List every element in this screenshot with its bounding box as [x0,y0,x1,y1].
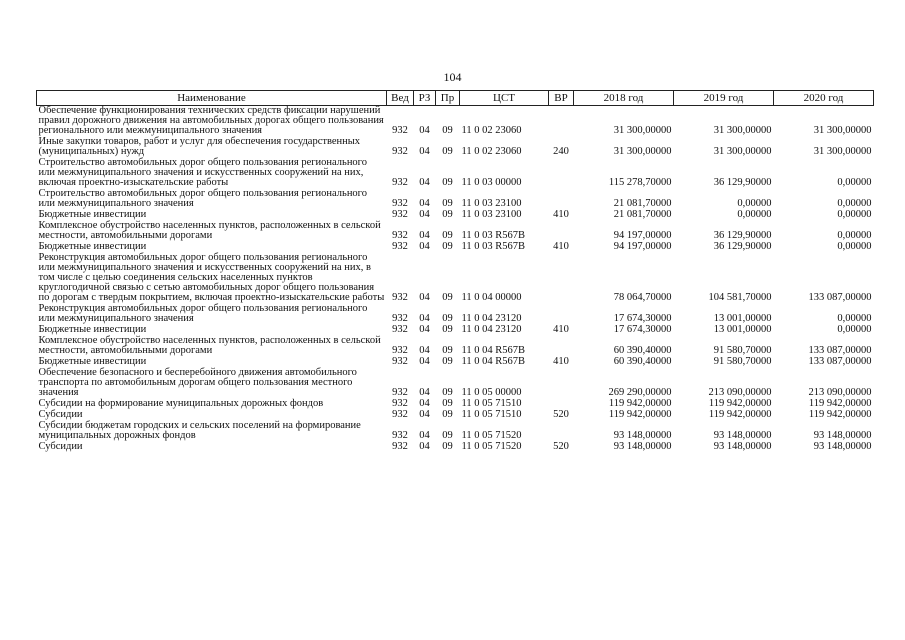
cell-2020: 0,00000 [837,177,872,188]
cell-cst: 11 0 03 23100 [461,209,522,220]
cell-rz: 04 [419,209,430,220]
cell-name: Строительство автомобильных дорог общего пользования регионального или межмуниципального значения [38,188,367,209]
cell-pr: 09 [442,324,453,335]
cell-name: Бюджетные инвестиции [38,356,147,367]
cell-vr: 240 [553,146,569,157]
cell-pr: 09 [442,430,453,441]
cell-rz: 04 [419,398,430,409]
cell-2020: 0,00000 [837,230,872,241]
cell-ved: 932 [392,241,408,252]
cell-name: Реконструкция автомобильных дорог общего пользования регионального или межмуниципального значения и искусственных сооружений на них, в том числе с целью соединения сельских населенных пунктов круглогодичной связью с сетью автомобильных дорог общего пользования по дорогам с твердым покрытием, включая проектно-изыскательские работы [38,252,385,303]
cell-ved: 932 [392,398,408,409]
cell-pr: 09 [442,292,453,303]
cell-2019: 36 129,90000 [713,230,772,241]
cell-cst: 11 0 04 00000 [461,292,522,303]
table-row [37,189,874,210]
cell-pr: 09 [442,198,453,209]
cell-pr: 09 [442,313,453,324]
cell-2019: 13 001,00000 [713,313,772,324]
cell-vr [549,336,574,357]
cell-name: Обеспечение безопасного и бесперебойного движения автомобильного транспорта по автомобильным дорогам общего пользования местного значения [38,367,357,398]
cell-name: Субсидии на формирование муниципальных дорожных фондов [38,398,324,409]
cell-ved: 932 [392,430,408,441]
cell-name: Субсидии [38,409,83,420]
cell-ved: 932 [392,324,408,335]
cell-2020: 133 087,00000 [808,345,872,356]
cell-ved: 932 [392,292,408,303]
cell-2018: 78 064,70000 [613,292,672,303]
cell-2019: 91 580,70000 [713,356,772,367]
cell-2019: 31 300,00000 [713,146,772,157]
cell-ved: 932 [392,441,408,452]
cell-ved: 932 [392,198,408,209]
cell-vr [549,158,574,189]
table-row [37,421,874,442]
cell-2020: 119 942,00000 [808,398,872,409]
cell-cst: 11 0 04 23120 [461,324,522,335]
cell-2020: 119 942,00000 [808,409,872,420]
cell-vr [549,189,574,210]
cell-vr: 410 [553,209,569,220]
cell-2020: 0,00000 [837,209,872,220]
cell-cst: 11 0 03 00000 [461,177,522,188]
cell-vr [549,253,574,304]
cell-cst: 11 0 03 23100 [461,198,522,209]
cell-vr [549,221,574,242]
cell-pr: 09 [442,125,453,136]
cell-2020: 0,00000 [837,241,872,252]
budget-table [36,90,874,453]
cell-name: Субсидии [38,441,83,452]
cell-2019: 91 580,70000 [713,345,772,356]
cell-2018: 269 290,00000 [608,387,672,398]
cell-2019: 31 300,00000 [713,125,772,136]
cell-pr: 09 [442,387,453,398]
cell-2018: 31 300,00000 [613,146,672,157]
cell-rz: 04 [419,230,430,241]
cell-name: Бюджетные инвестиции [38,209,147,220]
cell-2018: 119 942,00000 [608,398,672,409]
cell-2018: 93 148,00000 [613,441,672,452]
header-name: Наименование [37,91,387,106]
cell-pr: 09 [442,146,453,157]
cell-2018: 60 390,40000 [613,356,672,367]
table-row [37,106,874,138]
cell-name: Обеспечение функционирования технических средств фиксации нарушений правил дорожного движения на автомобильных дорогах общего пользования регионального или межмуниципального значения [38,105,384,136]
table-row [37,253,874,304]
cell-pr: 09 [442,398,453,409]
cell-2018: 119 942,00000 [608,409,672,420]
cell-rz: 04 [419,177,430,188]
cell-pr: 09 [442,345,453,356]
table-row [37,304,874,325]
cell-vr [549,106,574,138]
table-header-row [37,91,874,106]
header-vr: ВР [549,91,574,106]
cell-cst: 11 0 02 23060 [461,146,522,157]
cell-2018: 21 081,70000 [613,198,672,209]
cell-2018: 94 197,00000 [613,230,672,241]
table-row [37,158,874,189]
cell-name: Строительство автомобильных дорог общего пользования регионального или межмуниципального значения и искусственных сооружений на них, включая проектно-изыскательские работы [38,157,367,188]
cell-pr: 09 [442,409,453,420]
table-body [37,106,874,454]
cell-vr: 520 [553,441,569,452]
header-pr: Пр [436,91,460,106]
cell-2019: 36 129,90000 [713,241,772,252]
cell-2020: 0,00000 [837,198,872,209]
cell-cst: 11 0 05 71520 [461,430,522,441]
cell-pr: 09 [442,230,453,241]
cell-2018: 60 390,40000 [613,345,672,356]
header-cst: ЦСТ [460,91,549,106]
cell-rz: 04 [419,198,430,209]
table-row [37,137,874,158]
cell-rz: 04 [419,387,430,398]
cell-cst: 11 0 04 23120 [461,313,522,324]
cell-ved: 932 [392,409,408,420]
cell-rz: 04 [419,125,430,136]
cell-name: Комплексное обустройство населенных пунктов, расположенных в сельской местности, автомобильными дорогами [38,335,381,356]
cell-vr: 410 [553,324,569,335]
cell-cst: 11 0 05 00000 [461,387,522,398]
cell-2019: 93 148,00000 [713,430,772,441]
cell-vr [549,421,574,442]
cell-pr: 09 [442,177,453,188]
header-2018: 2018 год [574,91,674,106]
cell-2018: 115 278,70000 [608,177,672,188]
cell-cst: 11 0 04 R567B [461,345,525,356]
cell-cst: 11 0 05 71510 [461,409,522,420]
cell-2018: 31 300,00000 [613,125,672,136]
cell-ved: 932 [392,177,408,188]
table-row [37,336,874,357]
cell-rz: 04 [419,292,430,303]
cell-name: Субсидии бюджетам городских и сельских поселений на формирование муниципальных дорожных фондов [38,420,361,441]
cell-ved: 932 [392,345,408,356]
cell-pr: 09 [442,241,453,252]
cell-ved: 932 [392,125,408,136]
cell-rz: 04 [419,409,430,420]
cell-ved: 932 [392,356,408,367]
cell-rz: 04 [419,430,430,441]
cell-cst: 11 0 05 71510 [461,398,522,409]
page-number: 104 [443,70,462,84]
cell-name: Реконструкция автомобильных дорог общего пользования регионального или межмуниципального значения [38,303,368,324]
cell-cst: 11 0 03 R567B [461,241,525,252]
cell-vr [549,368,574,399]
cell-2019: 93 148,00000 [713,441,772,452]
table-row [37,221,874,242]
cell-name: Комплексное обустройство населенных пунктов, расположенных в сельской местности, автомобильными дорогами [38,220,381,241]
cell-2020: 0,00000 [837,313,872,324]
cell-2019: 36 129,90000 [713,177,772,188]
cell-name: Бюджетные инвестиции [38,324,147,335]
cell-cst: 11 0 02 23060 [461,125,522,136]
cell-2020: 133 087,00000 [808,356,872,367]
cell-rz: 04 [419,324,430,335]
cell-2019: 119 942,00000 [708,409,772,420]
cell-ved: 932 [392,209,408,220]
cell-2019: 213 090,00000 [708,387,772,398]
header-ved: Вед [387,91,414,106]
cell-cst: 11 0 04 R567B [461,356,525,367]
cell-pr: 09 [442,209,453,220]
cell-2020: 213 090,00000 [808,387,872,398]
cell-2018: 94 197,00000 [613,241,672,252]
cell-2019: 119 942,00000 [708,398,772,409]
cell-ved: 932 [392,313,408,324]
cell-rz: 04 [419,441,430,452]
header-2020: 2020 год [774,91,874,106]
cell-2018: 93 148,00000 [613,430,672,441]
cell-2019: 104 581,70000 [708,292,772,303]
cell-2019: 0,00000 [737,209,772,220]
cell-2020: 133 087,00000 [808,292,872,303]
cell-vr: 410 [553,356,569,367]
cell-vr [549,304,574,325]
cell-2019: 0,00000 [737,198,772,209]
cell-name: Бюджетные инвестиции [38,241,147,252]
cell-name: Иные закупки товаров, работ и услуг для обеспечения государственных (муниципальных) нужд [38,136,361,157]
table-row [37,442,874,453]
cell-2019: 13 001,00000 [713,324,772,335]
cell-ved: 932 [392,146,408,157]
cell-rz: 04 [419,356,430,367]
cell-ved: 932 [392,387,408,398]
cell-cst: 11 0 03 R567B [461,230,525,241]
cell-rz: 04 [419,313,430,324]
cell-rz: 04 [419,345,430,356]
cell-2020: 93 148,00000 [813,430,872,441]
cell-vr: 520 [553,409,569,420]
cell-2018: 17 674,30000 [613,313,672,324]
cell-pr: 09 [442,441,453,452]
cell-2020: 31 300,00000 [813,146,872,157]
header-2019: 2019 год [674,91,774,106]
cell-rz: 04 [419,146,430,157]
header-rz: РЗ [414,91,436,106]
cell-pr: 09 [442,356,453,367]
cell-2018: 21 081,70000 [613,209,672,220]
cell-ved: 932 [392,230,408,241]
cell-2020: 0,00000 [837,324,872,335]
table-row [37,368,874,399]
cell-rz: 04 [419,241,430,252]
cell-vr: 410 [553,241,569,252]
cell-2020: 31 300,00000 [813,125,872,136]
cell-cst: 11 0 05 71520 [461,441,522,452]
cell-2020: 93 148,00000 [813,441,872,452]
cell-2018: 17 674,30000 [613,324,672,335]
